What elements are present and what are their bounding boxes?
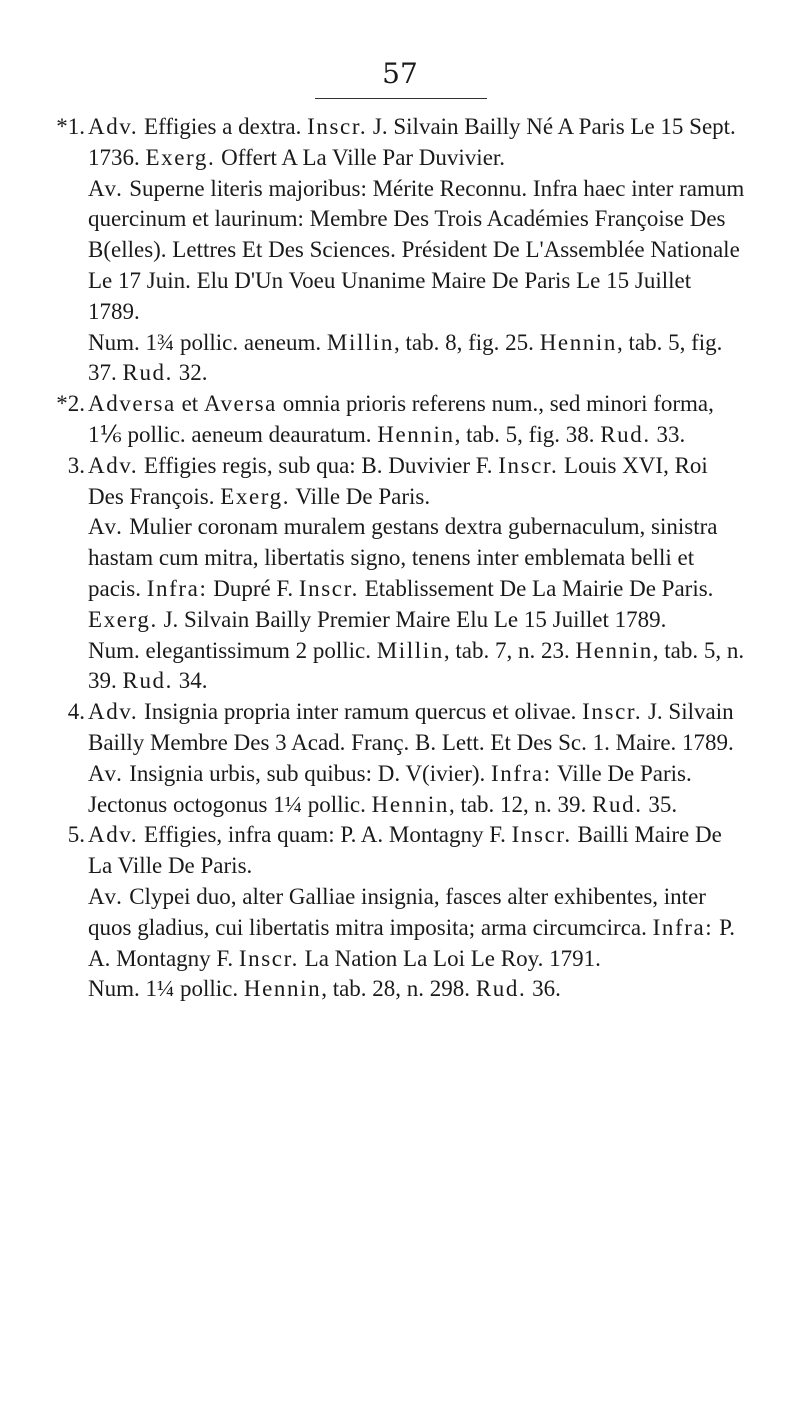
text-run: Ville De Paris. bbox=[551, 760, 692, 786]
text-run: J. Silvain Bailly Membre Des 3 Acad. Franç. B. Lett. Et Des Sc. 1. Maire. 1789. bbox=[88, 699, 734, 755]
header-rule bbox=[315, 98, 487, 99]
spaced-term: Hennin bbox=[539, 329, 617, 355]
spaced-term: Hennin bbox=[243, 976, 322, 1002]
spaced-term: Exerg. bbox=[145, 144, 216, 170]
text-run: 32. bbox=[173, 360, 208, 386]
text-run: P. A. Montagny F. bbox=[88, 914, 736, 971]
text-run: Louis XVI, Roi Des François. bbox=[88, 452, 708, 509]
text-run: , tab. 7, n. 23. bbox=[443, 637, 576, 663]
text-run: Num. 1¼ pollic. bbox=[88, 976, 244, 1002]
text-run: , tab. 28, n. 298. bbox=[321, 976, 476, 1002]
text-run: Ville De Paris. bbox=[290, 483, 431, 509]
text-run: Insignia propria inter ramum quercus et olivae. bbox=[138, 699, 583, 725]
text-run: Insignia urbis, sub quibus: D. V(ivier). bbox=[123, 760, 492, 786]
spaced-term: Av. bbox=[88, 514, 124, 540]
entry-number: 4. bbox=[67, 699, 85, 725]
entry-paragraph bbox=[88, 974, 747, 1005]
text-run: 35. bbox=[642, 791, 678, 817]
text-run: , tab. 5, fig. 37. bbox=[88, 329, 723, 386]
text-run: omnia prioris referens num., sed minori forma, 1⅙ pollic. aeneum deauratum. bbox=[88, 391, 714, 447]
text-run: Etablissement De La Mairie De Paris. bbox=[358, 575, 714, 601]
entry-paragraph bbox=[88, 512, 747, 635]
text-run: Superne literis majoribus: Mérite Reconnu. Infra haec inter ramum quercinum et laurinum: Membre Des Trois Académies Françoise Des B(elles). Lettres Et Des Sciences. Président De L'Assemblée Nationale Le 17 Juin. Elu D'Un Voeu Unanime Maire De Paris Le 15 Juillet 1789. bbox=[88, 175, 745, 324]
spaced-term: Hennin bbox=[371, 791, 449, 817]
spaced-term: Inscr. bbox=[238, 945, 299, 971]
text-run: Offert A La Ville Par Duvivier. bbox=[215, 144, 506, 170]
spaced-term: Rud. bbox=[475, 976, 527, 1002]
text-run: Dupré F. bbox=[207, 575, 299, 601]
text-run: Effigies a dextra. bbox=[138, 114, 308, 139]
text-run: Effigies, infra quam: P. A. Montagny F. bbox=[138, 822, 512, 848]
text-run: Clypei duo, alter Galliae insignia, fasces alter exhibentes, inter quos gladius, cui libertatis mitra imposita; arma circumcirca. bbox=[88, 883, 706, 940]
spaced-term: Hennin bbox=[575, 637, 653, 663]
entry-paragraph bbox=[88, 328, 747, 390]
page-number: 57 bbox=[382, 57, 418, 90]
text-run: Mulier coronam muralem gestans dextra gubernaculum, sinistra hastam cum mitra, libertatis signo, tenens inter emblemata belli et pacis. bbox=[88, 514, 718, 601]
spaced-term: Rud. bbox=[600, 421, 651, 447]
entry-description bbox=[88, 820, 747, 882]
spaced-term: Rud. bbox=[592, 791, 643, 817]
text-run: J. Silvain Bailly Premier Maire Elu Le 15 Juillet 1789. bbox=[157, 606, 667, 632]
entry-paragraph bbox=[88, 790, 747, 821]
entry-list bbox=[57, 112, 747, 1005]
spaced-term: Millin bbox=[326, 329, 395, 355]
catalogue-entry bbox=[57, 820, 747, 1005]
text-run: Num. 1¾ pollic. aeneum. bbox=[88, 329, 327, 355]
catalogue-entry bbox=[57, 697, 747, 820]
text-run: J. Silvain Bailly Né A Paris Le 15 Sept. 1736. bbox=[88, 114, 736, 170]
entry-number: *2. bbox=[56, 391, 85, 417]
text-run: 34. bbox=[173, 668, 208, 694]
entry-description bbox=[88, 112, 747, 174]
text-run: Jectonus octogonus 1¼ pollic. bbox=[88, 791, 372, 817]
spaced-term: Adv. bbox=[88, 114, 139, 139]
text-run: , tab. 5, n. 39. bbox=[88, 637, 745, 694]
spaced-term: Infra: bbox=[491, 760, 552, 786]
spaced-term: Millin bbox=[376, 637, 444, 663]
entry-number: 5. bbox=[67, 822, 85, 848]
spaced-term: Adv. bbox=[88, 822, 139, 848]
entry-description bbox=[88, 389, 747, 451]
entry-paragraph bbox=[88, 882, 747, 974]
spaced-term: Exerg. bbox=[88, 606, 158, 632]
text-run: , tab. 8, fig. 25. bbox=[394, 329, 540, 355]
spaced-term: Rud. bbox=[122, 360, 173, 386]
spaced-term: Av. bbox=[88, 175, 124, 201]
entry-description bbox=[88, 697, 747, 759]
catalogue-entry bbox=[57, 451, 747, 697]
text-run: 36. bbox=[526, 976, 561, 1002]
text-run: Num. elegantissimum 2 pollic. bbox=[88, 637, 377, 663]
catalogue-entry bbox=[57, 112, 747, 389]
spaced-term: Av. bbox=[88, 760, 124, 786]
spaced-term: Inscr. bbox=[307, 114, 368, 139]
text-run: , tab. 12, n. 39. bbox=[448, 791, 593, 817]
entry-description bbox=[88, 451, 747, 513]
spaced-term: Inscr. bbox=[511, 822, 572, 848]
spaced-term: Infra: bbox=[146, 575, 208, 601]
spaced-term: Inscr. bbox=[498, 452, 559, 478]
catalogue-entry bbox=[57, 389, 747, 451]
text-run: Effigies regis, sub qua: B. Duvivier F. bbox=[138, 452, 499, 478]
spaced-term: Av. bbox=[88, 883, 124, 909]
entry-paragraph bbox=[88, 174, 747, 328]
spaced-term: Inscr. bbox=[298, 575, 359, 601]
text-run: 33. bbox=[650, 421, 686, 447]
spaced-term: Inscr. bbox=[582, 699, 643, 725]
text-run: La Nation La Loi Le Roy. 1791. bbox=[298, 945, 601, 971]
spaced-term: Adv. bbox=[88, 699, 139, 725]
spaced-term: Hennin bbox=[377, 421, 455, 447]
text-run: et bbox=[175, 391, 204, 417]
entry-number: 3. bbox=[67, 452, 85, 478]
spaced-term: Rud. bbox=[122, 668, 173, 694]
spaced-term: Adv. bbox=[88, 452, 139, 478]
spaced-term: Exerg. bbox=[220, 483, 291, 509]
entry-paragraph bbox=[88, 636, 747, 698]
entry-paragraph bbox=[88, 759, 747, 790]
spaced-term: Adversa bbox=[88, 391, 176, 417]
spaced-term: Infra: bbox=[652, 914, 714, 940]
entry-number: *1. bbox=[56, 114, 85, 139]
spaced-term: Aversa bbox=[203, 391, 277, 417]
text-run: Bailli Maire De La Ville De Paris. bbox=[88, 822, 722, 879]
text-run: , tab. 5, fig. 38. bbox=[454, 421, 601, 447]
